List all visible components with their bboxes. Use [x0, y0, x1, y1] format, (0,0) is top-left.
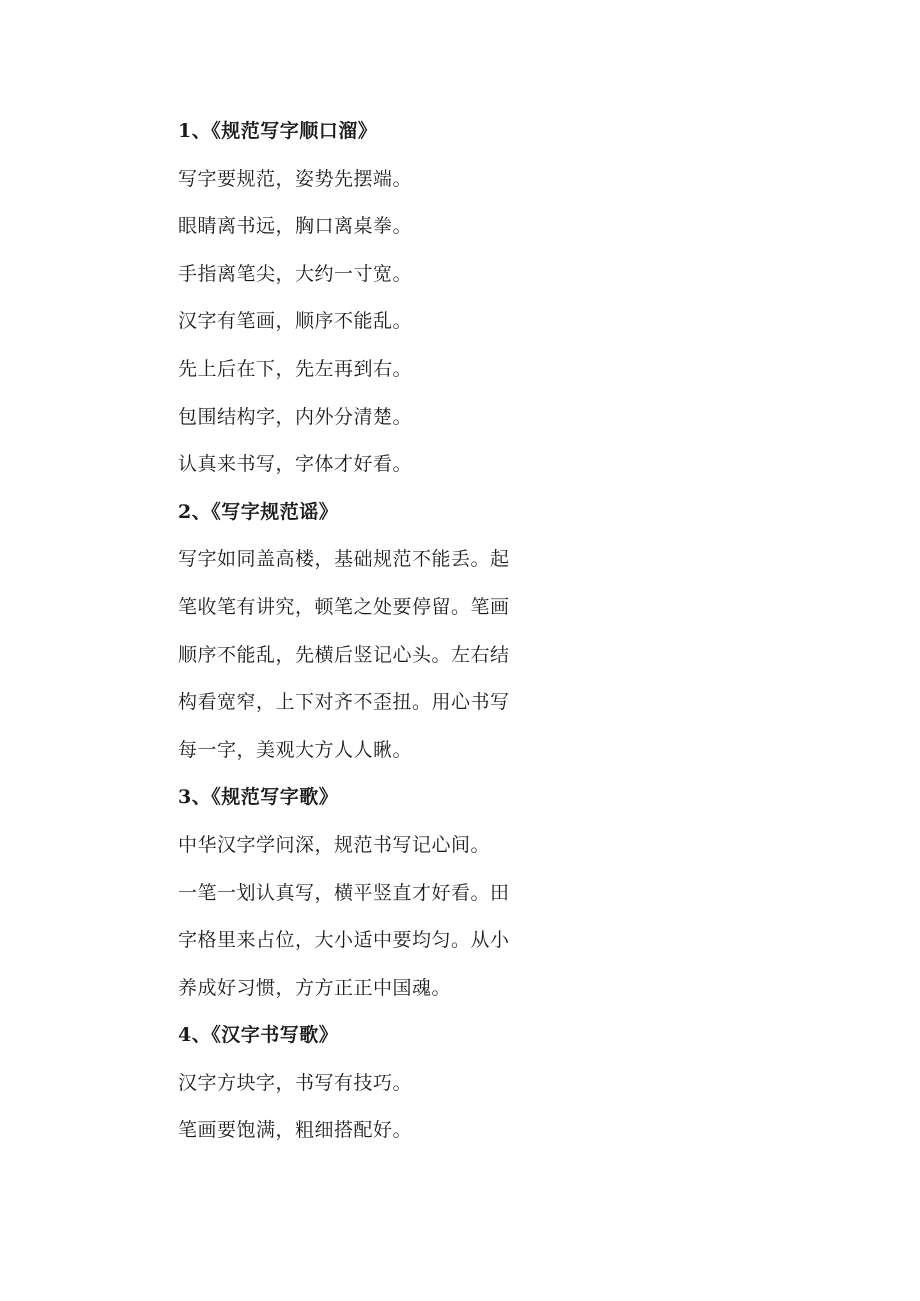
section-heading: 1、《规范写字顺口溜》: [178, 120, 378, 142]
section-heading: 2、《写字规范谣》: [178, 500, 339, 523]
text-line: 每一字，美观大方人人瞅。: [178, 738, 413, 761]
text-line: 笔收笔有讲究，顿笔之处要停留。笔画: [178, 595, 510, 618]
text-line: 眼睛离书远，胸口离桌拳。: [178, 215, 413, 238]
section-heading: 3、《规范写字歌》: [178, 786, 339, 809]
text-line: 包围结构字，内外分清楚。: [178, 405, 413, 428]
text-line: 手指离笔尖，大约一寸宽。: [178, 262, 413, 285]
text-line: 中华汉字学问深，规范书写记心间。: [178, 833, 491, 856]
text-line: 笔画要饱满，粗细搭配好。: [178, 1119, 413, 1142]
text-line: 写字要规范，姿势先摆端。: [178, 167, 413, 190]
text-line: 汉字有笔画，顺序不能乱。: [178, 310, 413, 333]
text-line: 先上后在下，先左再到右。: [178, 357, 413, 380]
text-line: 顺序不能乱，先横后竖记心头。左右结: [178, 643, 510, 666]
text-line: 认真来书写，字体才好看。: [178, 453, 413, 476]
section-heading: 4、《汉字书写歌》: [178, 1024, 339, 1047]
text-line: 汉字方块字，书写有技巧。: [178, 1071, 413, 1094]
text-line: 写字如同盖高楼，基础规范不能丢。起: [178, 548, 510, 571]
text-line: 字格里来占位，大小适中要均匀。从小: [178, 929, 510, 952]
text-line: 一笔一划认真写，横平竖直才好看。田: [178, 881, 510, 904]
document-page: [178, 108, 538, 1155]
text-line: 养成好习惯，方方正正中国魂。: [178, 976, 452, 999]
text-line: 构看宽窄，上下对齐不歪扭。用心书写: [178, 691, 510, 714]
